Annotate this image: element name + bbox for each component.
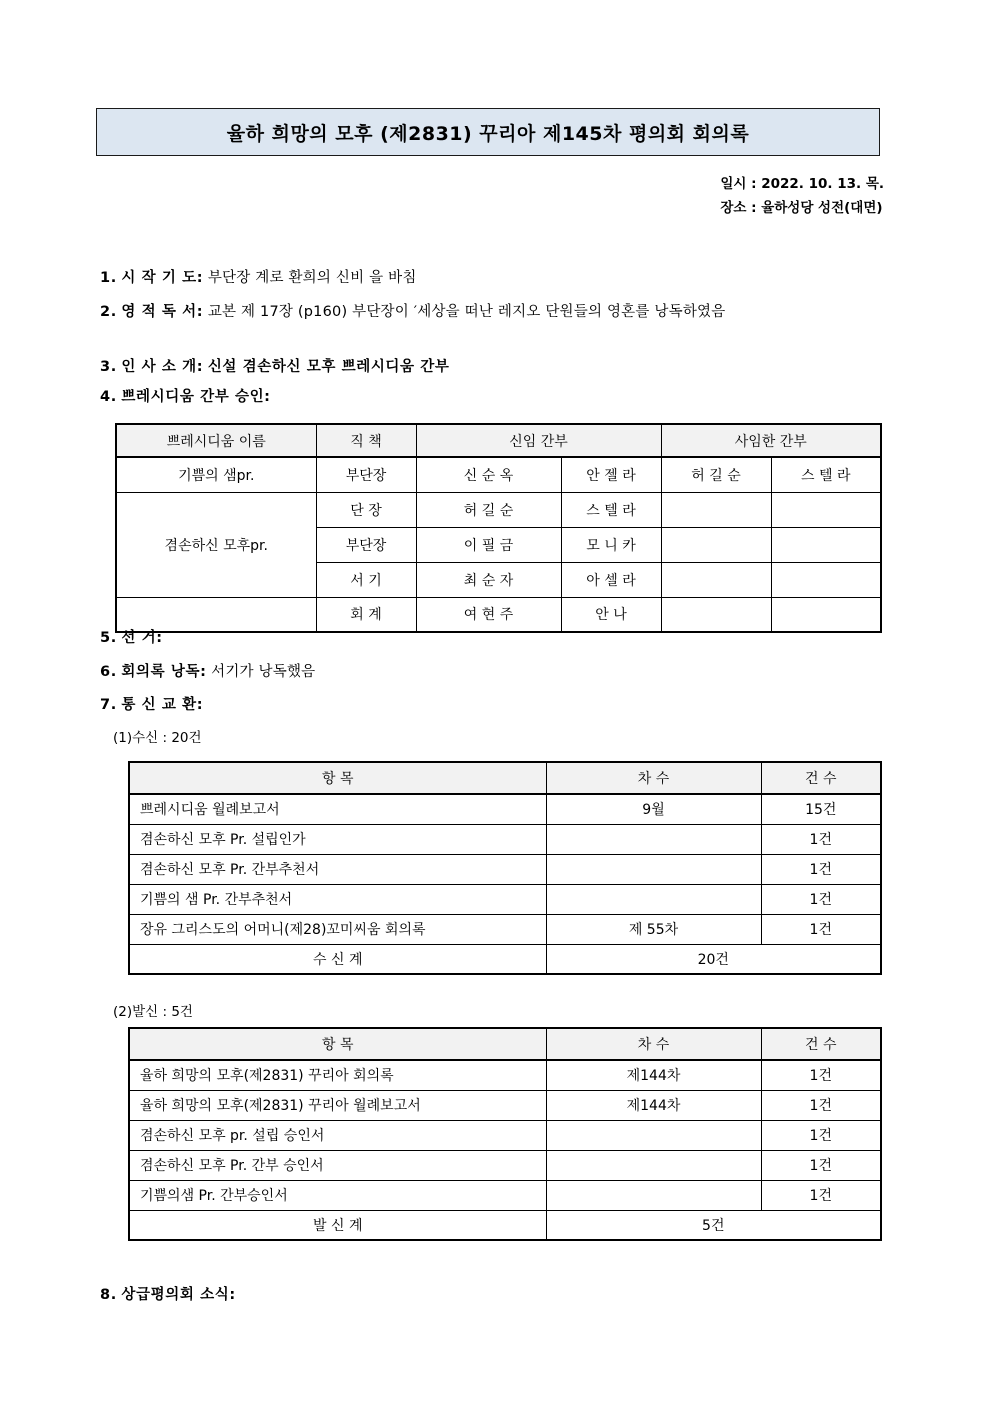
received-header-item: 항 목 — [129, 762, 546, 794]
received-cell-count: 1건 — [761, 824, 881, 854]
table-row — [129, 794, 881, 824]
section-5-number: 5. — [100, 630, 117, 646]
section-7-label: 통 신 교 환: — [121, 697, 204, 713]
officers-cell-position: 단 장 — [316, 492, 416, 527]
officers-cell-position: 부단장 — [316, 527, 416, 562]
officers-cell-resigned-alias — [771, 562, 881, 597]
section-6-label: 회의록 낭독: — [121, 664, 207, 680]
sent-cell-order: 제144차 — [546, 1090, 761, 1120]
section-5-label: 선 거: — [121, 630, 163, 646]
section-7-1-received-label: (1)수신 : 20건 — [113, 730, 202, 746]
officers-cell-resigned-name — [661, 527, 771, 562]
table-row — [129, 824, 881, 854]
section-1-opening-prayer — [100, 268, 417, 288]
officers-cell-resigned-name — [661, 562, 771, 597]
sent-table-header-row — [129, 1028, 881, 1060]
officers-cell-new-name: 이 필 금 — [416, 527, 561, 562]
received-cell-item: 기쁨의 샘 Pr. 간부추천서 — [129, 884, 546, 914]
table-row — [129, 1060, 881, 1090]
sent-header-item: 항 목 — [129, 1028, 546, 1060]
officers-cell-resigned-alias — [771, 492, 881, 527]
section-1-number: 1. — [100, 270, 117, 286]
received-total-value: 20건 — [546, 944, 881, 974]
received-correspondence-table — [128, 761, 882, 975]
officers-cell-new-name: 여 현 주 — [416, 597, 561, 632]
officers-cell-presidium: 기쁨의 샘pr. — [116, 457, 316, 492]
officers-header-resigned: 사임한 간부 — [661, 424, 881, 457]
sent-header-count: 건 수 — [761, 1028, 881, 1060]
sent-cell-item: 율하 희망의 모후(제2831) 꾸리아 월례보고서 — [129, 1090, 546, 1120]
officers-cell-position: 부단장 — [316, 457, 416, 492]
officers-cell-resigned-name — [661, 597, 771, 632]
table-row — [116, 492, 881, 527]
officers-cell-resigned-name: 허 길 순 — [661, 457, 771, 492]
section-6-number: 6. — [100, 664, 117, 680]
officers-header-presidium: 쁘레시디움 이름 — [116, 424, 316, 457]
sent-cell-item: 율하 희망의 모후(제2831) 꾸리아 회의록 — [129, 1060, 546, 1090]
received-table-header-row — [129, 762, 881, 794]
officers-cell-position: 회 계 — [316, 597, 416, 632]
table-row — [129, 914, 881, 944]
section-3-number: 3. — [100, 359, 117, 375]
received-cell-order — [546, 884, 761, 914]
section-4-label: 쁘레시디움 간부 승인: — [121, 389, 271, 405]
meeting-place: 장소 : 율하성당 성전(대면) — [720, 200, 883, 216]
officers-cell-new-name: 신 순 옥 — [416, 457, 561, 492]
table-row — [129, 854, 881, 884]
table-row — [129, 1090, 881, 1120]
section-2-label: 영 적 독 서: — [121, 304, 204, 320]
received-cell-item: 겸손하신 모후 Pr. 간부추천서 — [129, 854, 546, 884]
sent-cell-count: 1건 — [761, 1120, 881, 1150]
officers-cell-new-alias: 모 니 카 — [561, 527, 661, 562]
sent-cell-count: 1건 — [761, 1060, 881, 1090]
section-1-label: 시 작 기 도: — [121, 270, 204, 286]
section-2-spiritual-reading — [100, 302, 725, 322]
section-3-label: 인 사 소 개: — [121, 359, 204, 375]
officers-cell-new-alias: 스 텔 라 — [561, 492, 661, 527]
section-2-value: 교본 제 17장 (p160) 부단장이 ′세상을 떠난 레지오 단원들의 영혼를 낭독하였음 — [207, 304, 726, 320]
section-1-value: 부단장 계로 환희의 신비 을 바침 — [207, 270, 417, 286]
section-7-2-sent-label: (2)발신 : 5건 — [113, 1004, 193, 1020]
officers-cell-new-alias: 안 나 — [561, 597, 661, 632]
sent-cell-count: 1건 — [761, 1150, 881, 1180]
received-cell-count: 1건 — [761, 884, 881, 914]
sent-cell-order — [546, 1120, 761, 1150]
officers-cell-new-alias: 아 셀 라 — [561, 562, 661, 597]
sent-cell-item: 겸손하신 모후 Pr. 간부 승인서 — [129, 1150, 546, 1180]
sent-cell-item: 겸손하신 모후 pr. 설립 승인서 — [129, 1120, 546, 1150]
sent-cell-order: 제144차 — [546, 1060, 761, 1090]
sent-total-row — [129, 1210, 881, 1240]
table-row — [129, 884, 881, 914]
section-7-correspondence — [100, 695, 203, 715]
officers-cell-resigned-alias: 스 텔 라 — [771, 457, 881, 492]
table-row — [129, 1150, 881, 1180]
received-cell-order: 9월 — [546, 794, 761, 824]
sent-total-value: 5건 — [546, 1210, 881, 1240]
received-cell-order — [546, 854, 761, 884]
section-8-number: 8. — [100, 1287, 117, 1303]
section-6-value: 서기가 낭독했음 — [211, 664, 316, 680]
received-cell-count: 1건 — [761, 854, 881, 884]
section-3-introductions — [100, 357, 450, 377]
sent-correspondence-table — [128, 1027, 882, 1241]
section-2-number: 2. — [100, 304, 117, 320]
officers-cell-new-name: 최 순 자 — [416, 562, 561, 597]
officers-cell-resigned-name — [661, 492, 771, 527]
table-row — [116, 457, 881, 492]
received-cell-order — [546, 824, 761, 854]
officers-cell-resigned-alias — [771, 527, 881, 562]
section-8-higher-council-news — [100, 1285, 236, 1305]
meeting-meta — [720, 172, 884, 220]
section-4-number: 4. — [100, 389, 117, 405]
received-cell-order: 제 55차 — [546, 914, 761, 944]
officers-header-position: 직 책 — [316, 424, 416, 457]
received-cell-count: 15건 — [761, 794, 881, 824]
officers-cell-presidium: 겸손하신 모후pr. — [116, 492, 316, 597]
sent-cell-count: 1건 — [761, 1180, 881, 1210]
sent-header-order: 차 수 — [546, 1028, 761, 1060]
received-total-label: 수 신 계 — [129, 944, 546, 974]
table-row — [129, 1180, 881, 1210]
sent-cell-item: 기쁨의샘 Pr. 간부승인서 — [129, 1180, 546, 1210]
section-3-value: 신설 겸손하신 모후 쁘레시디움 간부 — [207, 359, 450, 375]
received-cell-count: 1건 — [761, 914, 881, 944]
received-cell-item: 쁘레시디움 월례보고서 — [129, 794, 546, 824]
page-title: 율하 희망의 모후 (제2831) 꾸리아 제145차 평의회 회의록 — [226, 122, 750, 145]
sent-total-label: 발 신 계 — [129, 1210, 546, 1240]
officers-cell-position: 서 기 — [316, 562, 416, 597]
sent-cell-count: 1건 — [761, 1090, 881, 1120]
section-8-label: 상급평의회 소식: — [121, 1287, 236, 1303]
section-7-number: 7. — [100, 697, 117, 713]
received-total-row — [129, 944, 881, 974]
section-4-officer-approval — [100, 387, 271, 407]
section-5-election — [100, 628, 163, 648]
table-row — [129, 1120, 881, 1150]
document-title-banner — [96, 108, 880, 156]
officers-table — [115, 423, 882, 633]
sent-cell-order — [546, 1150, 761, 1180]
sent-cell-order — [546, 1180, 761, 1210]
officers-cell-new-name: 허 길 순 — [416, 492, 561, 527]
officers-cell-new-alias: 안 젤 라 — [561, 457, 661, 492]
received-cell-item: 장유 그리스도의 어머니(제28)꼬미씨움 회의록 — [129, 914, 546, 944]
received-header-count: 건 수 — [761, 762, 881, 794]
table-row — [116, 597, 881, 632]
officers-cell-presidium — [116, 597, 316, 632]
officers-table-header-row — [116, 424, 881, 457]
section-6-minutes-reading — [100, 662, 315, 682]
officers-header-new: 신임 간부 — [416, 424, 661, 457]
officers-cell-resigned-alias — [771, 597, 881, 632]
received-cell-item: 겸손하신 모후 Pr. 설립인가 — [129, 824, 546, 854]
meeting-date: 일시 : 2022. 10. 13. 목. — [720, 176, 884, 192]
received-header-order: 차 수 — [546, 762, 761, 794]
